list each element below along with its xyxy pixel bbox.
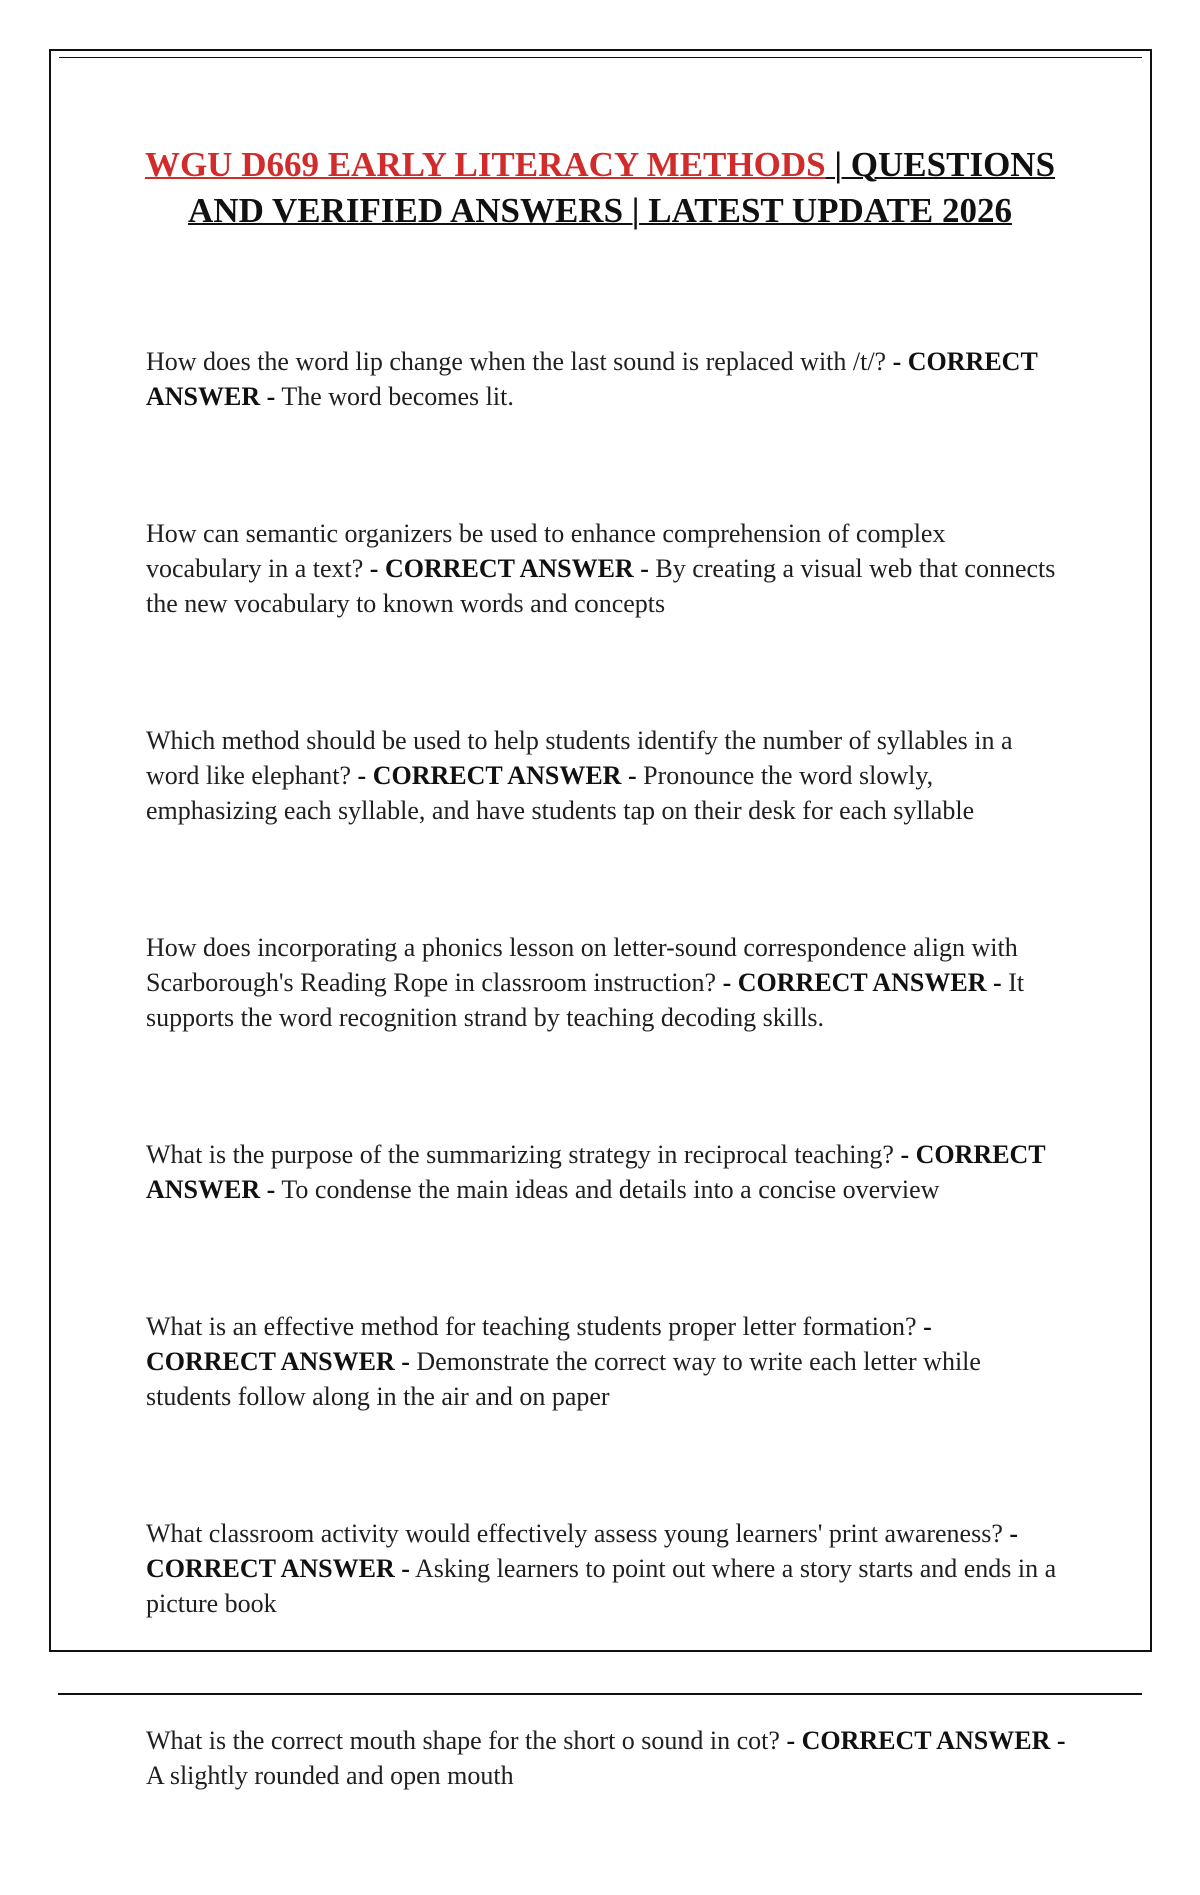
question-text: How can semantic organizers be used to enhance comprehension of complex vocabulary in a text?: [146, 519, 946, 583]
qa-item: [146, 1137, 1066, 1207]
answer-label: CORRECT ANSWER: [372, 761, 622, 790]
qa-list: [146, 344, 1066, 1895]
qa-item: [146, 516, 1066, 621]
answer-separator: -: [1009, 1519, 1019, 1548]
answer-separator: -: [266, 382, 276, 411]
top-rule: [59, 57, 1142, 58]
answer-separator: -: [401, 1554, 410, 1583]
question-text: How does the word lip change when the last sound is replaced with /t/?: [146, 347, 887, 376]
answer-separator: -: [640, 554, 649, 583]
answer-text: A slightly rounded and open mouth: [146, 1761, 514, 1790]
answer-separator: -: [722, 968, 732, 997]
question-text: What classroom activity would effectively assess young learners' print awareness?: [146, 1519, 1003, 1548]
answer-separator: -: [786, 1726, 796, 1755]
qa-item: [146, 1723, 1066, 1793]
answer-label: CORRECT ANSWER: [146, 1140, 1046, 1204]
answer-separator: -: [923, 1312, 932, 1341]
answer-text: It supports the word recognition strand by teaching decoding skills.: [146, 968, 1025, 1032]
qa-item: [146, 723, 1066, 828]
question-text: What is the correct mouth shape for the short o sound in cot?: [146, 1726, 780, 1755]
question-text: How does incorporating a phonics lesson on letter-sound correspondence align with Scarborough's Reading Rope in classroom instruction?: [146, 933, 1018, 997]
answer-separator: -: [401, 1347, 410, 1376]
answer-text: By creating a visual web that connects the new vocabulary to known words and concepts: [146, 554, 1056, 618]
question-text: Which method should be used to help students identify the number of syllables in a word like elephant?: [146, 726, 1013, 790]
answer-text: To condense the main ideas and details into a concise overview: [281, 1175, 940, 1204]
answer-text: Demonstrate the correct way to write each letter while students follow along in the air and on paper: [146, 1347, 981, 1411]
answer-separator: -: [369, 554, 379, 583]
qa-item: [146, 930, 1066, 1035]
document-title: [120, 142, 1080, 234]
answer-separator: -: [266, 1175, 276, 1204]
question-text: What is an effective method for teaching students proper letter formation?: [146, 1312, 917, 1341]
answer-label: CORRECT ANSWER: [146, 347, 1038, 411]
answer-text: The word becomes lit.: [281, 382, 514, 411]
title-subtitle: | QUESTIONS AND VERIFIED ANSWERS | LATEST UPDATE 2026: [188, 145, 1056, 230]
qa-item: [146, 1309, 1066, 1414]
answer-separator: -: [627, 761, 637, 790]
answer-label: CORRECT ANSWER: [801, 1726, 1051, 1755]
answer-text: Pronounce the word slowly, emphasizing each syllable, and have students tap on their desk for each syllable: [146, 761, 975, 825]
answer-text: Asking learners to point out where a story starts and ends in a picture book: [146, 1554, 1057, 1618]
title-course: WGU D669 EARLY LITERACY METHODS: [144, 145, 826, 184]
answer-label: CORRECT ANSWER: [146, 1347, 395, 1376]
answer-separator: -: [900, 1140, 910, 1169]
answer-separator: -: [1056, 1726, 1066, 1755]
bottom-rule: [58, 1693, 1142, 1695]
qa-item: [146, 344, 1066, 414]
answer-separator: -: [357, 761, 367, 790]
qa-item: [146, 1516, 1066, 1621]
answer-label: CORRECT ANSWER: [384, 554, 634, 583]
question-text: What is the purpose of the summarizing strategy in reciprocal teaching?: [146, 1140, 894, 1169]
answer-separator: -: [892, 347, 902, 376]
answer-separator: -: [993, 968, 1002, 997]
answer-label: CORRECT ANSWER: [146, 1554, 395, 1583]
answer-label: CORRECT ANSWER: [737, 968, 987, 997]
